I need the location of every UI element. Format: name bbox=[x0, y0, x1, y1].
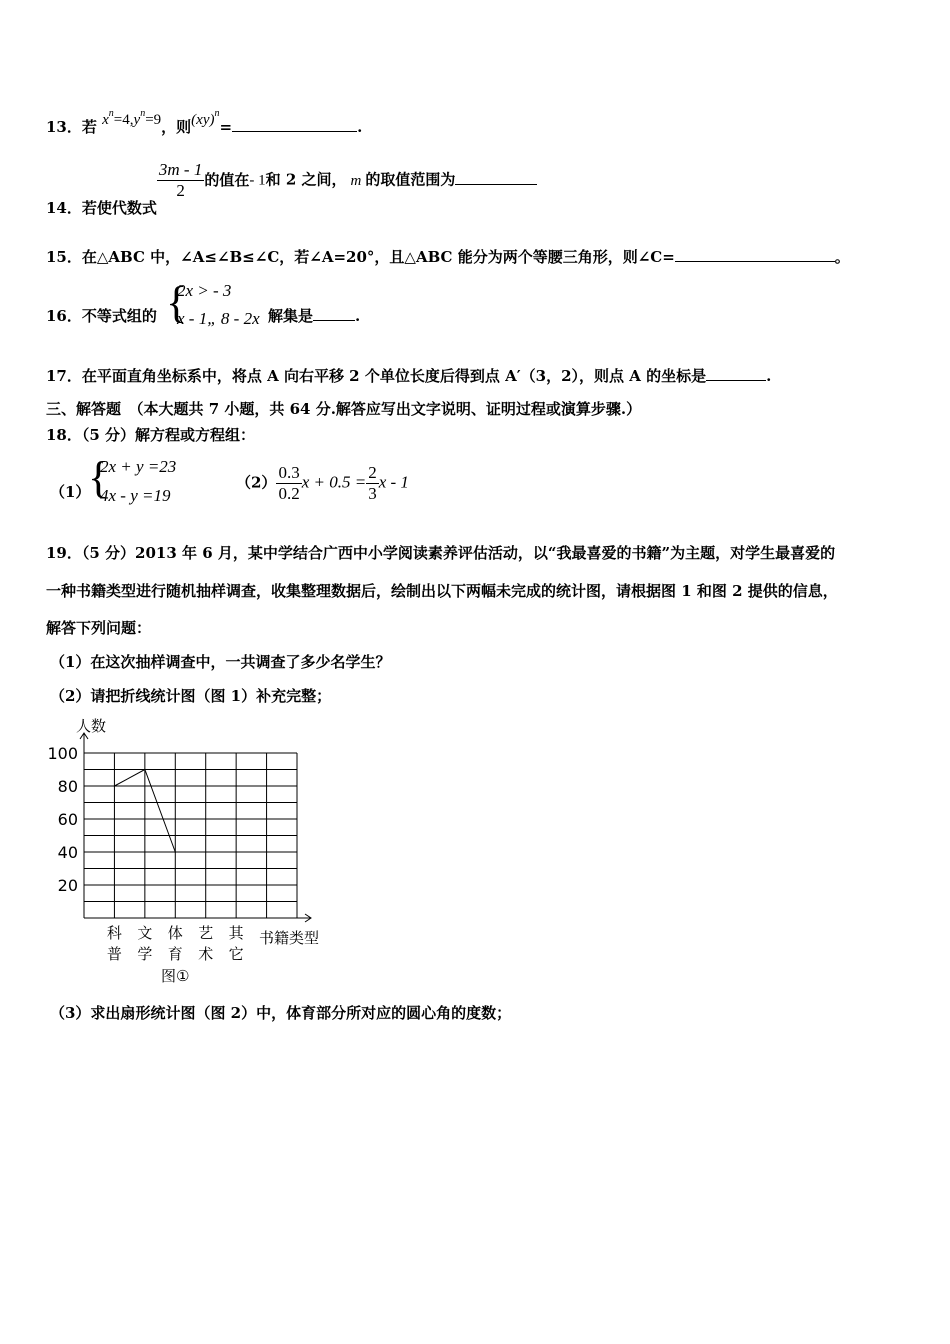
question-13: 13．若 $x^n=4,y^n=9$，则(xy)$^n$= . bbox=[46, 108, 363, 136]
q18-part2-label: （2） bbox=[236, 473, 277, 492]
q13-exp3: n bbox=[214, 108, 220, 119]
q19-line3: 解答下列问题： bbox=[46, 619, 152, 637]
q18-part2-frac1-num: 0.3 bbox=[278, 463, 300, 482]
chart-labels bbox=[47, 717, 319, 985]
q13-exp1: n bbox=[108, 108, 114, 119]
q13-eq3: = bbox=[219, 118, 233, 136]
q15-text: 15．在△ABC 中，∠A≤∠B≤∠C，若∠A=20°，且△ABC 能分为两个等腰三角形，则∠C= bbox=[46, 248, 675, 266]
q17-end: . bbox=[766, 367, 772, 385]
q16-row1: 2x > - 3 bbox=[177, 281, 232, 300]
x-category-label: 术 bbox=[198, 945, 214, 963]
q19-sub2: （2）请把折线统计图（图 1）补充完整； bbox=[50, 687, 332, 705]
y-tick-label: 80 bbox=[57, 777, 78, 796]
y-axis-label: 人数 bbox=[76, 717, 107, 735]
x-category-label: 艺 bbox=[198, 924, 214, 942]
q16-brace: { bbox=[166, 278, 188, 327]
q13-answer-blank[interactable] bbox=[232, 117, 357, 132]
q18-part1-row1: 2x + y =23 bbox=[100, 457, 177, 476]
data-point bbox=[144, 769, 146, 771]
line-chart-figure-1 bbox=[40, 715, 340, 990]
q17-text: 17．在平面直角坐标系中，将点 A 向右平移 2 个单位长度后得到点 A′（3，2），则点 A 的坐标是 bbox=[46, 367, 707, 385]
q14-tail: 的取值范围为 bbox=[365, 170, 456, 189]
x-axis-label: 书籍类型 bbox=[259, 929, 320, 947]
q18-part2 bbox=[236, 463, 409, 504]
q18-part2-frac1-den: 0.2 bbox=[278, 484, 300, 503]
q18-part2-frac1 bbox=[276, 463, 301, 504]
q18-part2-tail: x - 1 bbox=[378, 472, 409, 492]
q16-lead: 16．不等式组的 bbox=[46, 307, 157, 325]
q18-part2-frac2 bbox=[366, 463, 379, 504]
q19-sub3: （3）求出扇形统计图（图 2）中，体育部分所对应的圆心角的度数； bbox=[50, 1004, 512, 1022]
q14-var: m bbox=[350, 172, 362, 189]
q18-title: 18．（5 分）解方程或方程组： bbox=[46, 426, 256, 444]
q18-part1-brace: { bbox=[88, 453, 110, 502]
question-17 bbox=[46, 365, 771, 386]
q13-eq1: =4, bbox=[113, 112, 134, 128]
q14-fraction bbox=[157, 160, 204, 201]
q16-answer-blank[interactable] bbox=[313, 306, 355, 321]
q13-x: x bbox=[102, 112, 109, 128]
x-category-label: 科 bbox=[106, 924, 122, 942]
x-category-label: 它 bbox=[228, 945, 244, 963]
q19-line2: 一种书籍类型进行随机抽样调查，收集整理数据后，绘制出以下两幅未完成的统计图，请根据图 1 和图 2 提供的信息， bbox=[46, 582, 838, 600]
x-category-label: 体 bbox=[167, 924, 183, 942]
q14-mid2: 和 2 之间， bbox=[265, 170, 347, 189]
q16-row2: x - 1„ 8 - 2x bbox=[177, 309, 260, 328]
q14-answer-blank[interactable] bbox=[455, 170, 537, 185]
data-point bbox=[114, 785, 116, 787]
q15-answer-blank[interactable] bbox=[675, 247, 835, 262]
x-category-label: 文 bbox=[137, 924, 153, 942]
q13-then: ，则 bbox=[161, 118, 192, 136]
q13-y: y bbox=[133, 112, 141, 128]
q15-end: 。 bbox=[834, 248, 850, 266]
y-tick-label: 20 bbox=[57, 876, 78, 895]
section-3-heading: 三、解答题 （本大题共 7 小题，共 64 分.解答应写出文字说明、证明过程或演算步骤.） bbox=[46, 400, 642, 418]
x-category-label: 育 bbox=[167, 945, 183, 963]
q19-sub1: （1）在这次抽样调查中，一共调查了多少名学生？ bbox=[50, 653, 391, 671]
question-15 bbox=[46, 246, 850, 267]
q18-part2-mid: x + 0.5 = bbox=[301, 472, 367, 492]
q16-tail-line bbox=[268, 305, 360, 326]
q13-number: 13． bbox=[46, 118, 82, 136]
x-category-label: 学 bbox=[137, 945, 153, 963]
q14-mid1: 的值在 bbox=[204, 170, 250, 189]
q13-eq2: =9 bbox=[145, 112, 162, 128]
q18-part1-label: （1） bbox=[50, 483, 91, 501]
y-tick-label: 60 bbox=[57, 810, 78, 829]
q13-exp2: n bbox=[140, 108, 146, 119]
y-tick-label: 100 bbox=[47, 744, 78, 763]
q14-number: 14． bbox=[46, 198, 82, 217]
question-16 bbox=[46, 305, 157, 326]
q18-part2-frac2-den: 3 bbox=[368, 484, 377, 503]
chart-grid bbox=[84, 753, 297, 918]
x-category-label: 普 bbox=[106, 945, 122, 963]
x-category-label: 其 bbox=[228, 924, 244, 942]
q14-frac-num: 3m - 1 bbox=[158, 160, 203, 179]
q14-frac-den: 2 bbox=[176, 181, 185, 200]
q16-end: . bbox=[355, 307, 361, 325]
q14-lead: 若使代数式 bbox=[81, 198, 157, 217]
q18-part2-frac2-num: 2 bbox=[368, 463, 377, 482]
q14-neg1: - 1 bbox=[249, 172, 266, 189]
q19-line1: 19．（5 分）2013 年 6 月，某中学结合广西中小学阅读素养评估活动，以“我最喜爱的书籍”为主题，对学生最喜爱的 bbox=[46, 544, 836, 562]
question-14 bbox=[46, 160, 537, 217]
data-point bbox=[174, 851, 176, 853]
q17-answer-blank[interactable] bbox=[706, 366, 766, 381]
q16-tail: 解集是 bbox=[268, 307, 314, 325]
chart-caption: 图① bbox=[161, 967, 190, 985]
q18-part1-row2: 4x - y =19 bbox=[100, 486, 171, 505]
q13-xy: (xy) bbox=[191, 112, 215, 128]
y-tick-label: 40 bbox=[57, 843, 78, 862]
q13-lead: 若 bbox=[81, 118, 97, 136]
